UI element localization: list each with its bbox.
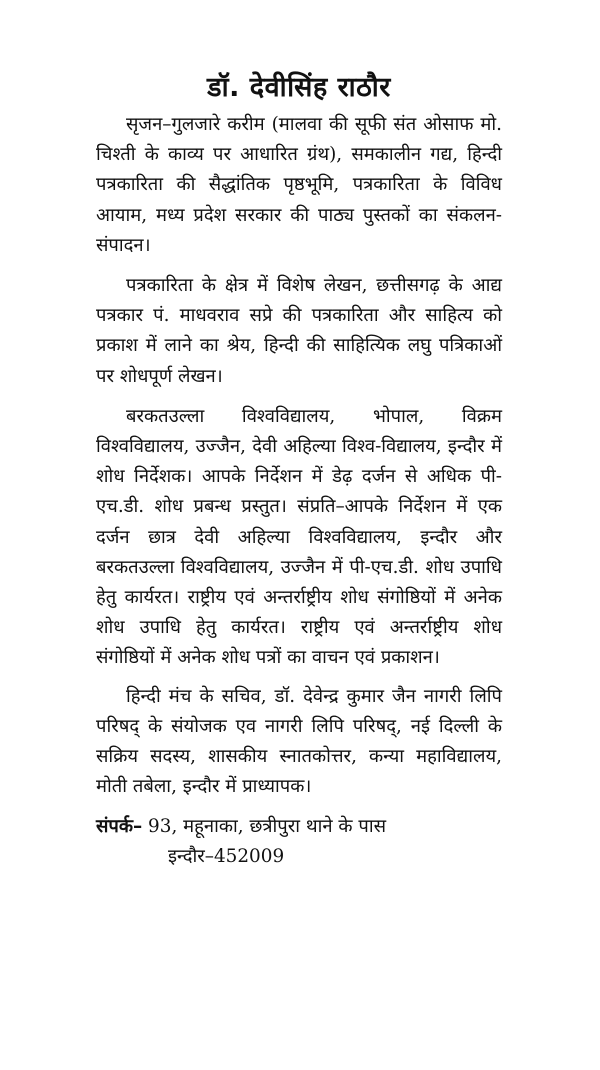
contact-block xyxy=(96,812,502,872)
paragraph-research-guidance: बरकतउल्ला विश्वविद्यालय, भोपाल, विक्रम विश्वविद्यालय, उज्जैन, देवी अहिल्या विश्व-विद्यालय, इन्दौर में शोध निर्देशक। आपके निर्देशन में डेढ़ दर्जन से अधिक पी-एच.डी. शोध प्रबन्ध प्रस्तुत। संप्रति–आपके निर्देशन में एक दर्जन छात्र देवी अहिल्या विश्वविद्यालय, इन्दौर और बरकतउल्ला विश्वविद्यालय, उज्जैन में पी-एच.डी. शोध उपाधि हेतु कार्यरत। राष्ट्रीय एवं अन्तर्राष्ट्रीय शोध संगोष्ठियों में अनेक शोध उपाधि हेतु कार्यरत। राष्ट्रीय एवं अन्तर्राष्ट्रीय शोध संगोष्ठियों में अनेक शोध पत्रों का वाचन एवं प्रकाशन। xyxy=(96,405,502,669)
contact-address: 93, महूनाका, छत्रीपुरा थाने के पास xyxy=(142,816,387,838)
paragraph-positions: हिन्दी मंच के सचिव, डॉ. देवेन्द्र कुमार जैन नागरी लिपि परिषद् के संयोजक एव नागरी लिपि परिषद्, नई दिल्ली के सक्रिय सदस्य, शासकीय स्नातकोत्तर, कन्या महाविद्यालय, मोती तबेला, इन्दौर में प्राध्यापक। xyxy=(96,685,502,798)
contact-city-pin: इन्दौर–452009 xyxy=(168,846,285,868)
document-page xyxy=(96,70,502,872)
paragraph-journalism: पत्रकारिता के क्षेत्र में विशेष लेखन, छत्तीसगढ़ के आद्य पत्रकार पं. माधवराव सप्रे की पत्रकारिता और साहित्य को प्रकाश में लाने का श्रेय, हिन्दी की साहित्यिक लघु पत्रिकाओं पर शोधपूर्ण लेखन। xyxy=(96,275,502,387)
contact-label: संपर्क– xyxy=(96,816,143,838)
contact-address-line xyxy=(96,812,502,842)
paragraph-publications: सृजन–गुलजारे करीम (मालवा की सूफी संत ओसाफ मो. चिश्ती के काव्य पर आधारित ग्रंथ), समकालीन गद्य, हिन्दी पत्रकारिता की सैद्धांतिक पृष्ठभूमि, पत्रकारिता के विविध आयाम, मध्य प्रदेश सरकार की पाठ्य पुस्तकों का संकलन-संपादन। xyxy=(96,114,502,256)
page-title: डॉ. देवीसिंह राठौर xyxy=(207,72,391,103)
